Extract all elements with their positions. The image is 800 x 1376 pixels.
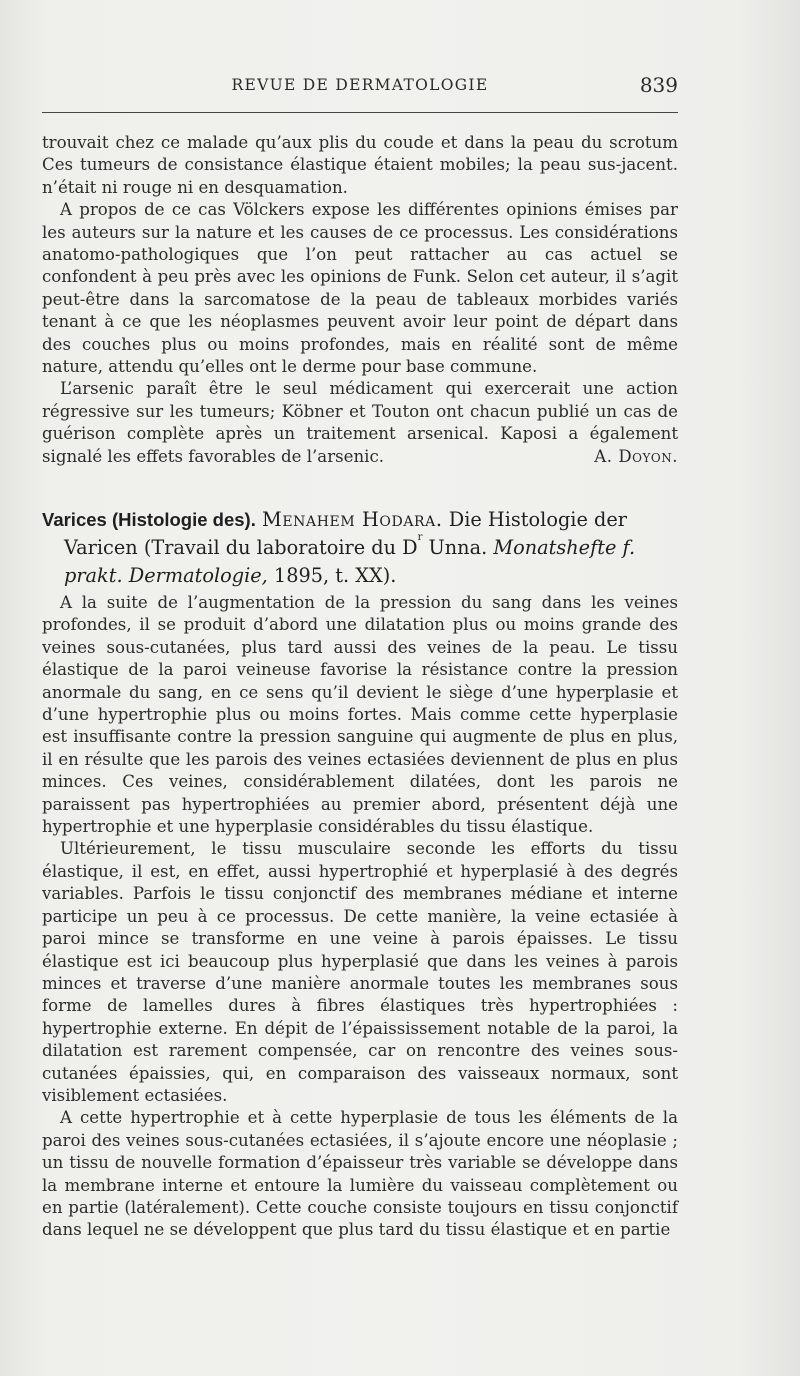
entry-source-prefix: (Travail du laboratoire du D bbox=[143, 536, 418, 559]
paragraph: A la suite de l’augmentation de la pression du sang dans les veines profondes, il se produit d’abord une dilatation plus ou moins grande des veines sous-cutanées, plus tard aussi des veines de la peau. Le tissu élastique de la paroi veineuse favorise la résistance contre la pression anormale du sang, en ce sens qu’il devient le siège d’une hyperplasie et d’une hypertrophie plus ou moins fortes. Mais comme cette hyperplasie est insuffisante contre la pression sanguine qui augmente de plus en plus, il en résulte que les parois des veines ectasiées deviennent de plus en plus minces. Ces veines, considérablement dilatées, dont les parois ne paraissent pas hypertrophiées au premier abord, présentent déjà une hypertrophie et une hyperplasie considérables du tissu élastique. bbox=[42, 593, 678, 837]
continued-review bbox=[42, 132, 678, 468]
paragraph: A propos de ce cas Völckers expose les différentes opinions émises par les auteurs sur la nature et les causes de ce processus. Les considérations anatomo-pathologiques que l’on peut rattacher au cas actuel se confondent à peu près avec les opinions de Funk. Selon cet auteur, il s’agit peut-être dans la sarcomatose de la peau de tableaux morbides variés tenant à ce que les néoplasmes peuvent avoir leur point de départ dans des couches plus ou moins profondes, mais en réalité sont de même nature, attendu qu’elles ont le derme pour base commune. bbox=[42, 200, 678, 377]
signature: A. Doyon. bbox=[594, 446, 678, 466]
entry-author: Menahem Hodara. bbox=[262, 508, 443, 531]
entry-title: Die Histologie der Varicen bbox=[64, 508, 627, 559]
entry-details: 1895, t. XX). bbox=[267, 564, 397, 587]
header-rule bbox=[42, 112, 678, 113]
entry-source-name: Unna. bbox=[422, 536, 494, 559]
paragraph bbox=[42, 378, 678, 468]
page-number: 839 bbox=[639, 73, 678, 97]
review-entry-heading bbox=[42, 506, 678, 590]
paragraph: A cette hypertrophie et à cette hyperplasie de tous les éléments de la paroi des veines sous-cutanées ectasiées, il s’ajoute encore une néoplasie ; un tissu de nouvelle formation d’épaisseur très variable se développe dans la membrane interne et entoure la lumière du vaisseau complètement ou en partie (latéralement). Cette couche consiste toujours en tissu conjonctif dans lequel ne se développent que plus tard du tissu élastique et en partie bbox=[42, 1108, 678, 1240]
paragraph-text: L’arsenic paraît être le seul médicament qui exercerait une action régressive sur les tumeurs; Köbner et Touton ont chacun publié un cas de guérison complète après un traitement arsenical. Kaposi a également signalé les effets favorables de l’arsenic. bbox=[42, 379, 678, 466]
paragraph: trouvait chez ce malade qu’aux plis du coude et dans la peau du scrotum Ces tumeurs de consistance élastique étaient mobiles; la peau sus-jacent. n’était ni rouge ni en desquamation. bbox=[42, 133, 678, 197]
entry-term: Varices (Histologie des). bbox=[42, 509, 256, 530]
running-title: REVUE DE DERMATOLOGIE bbox=[231, 76, 489, 94]
paragraph: Ultérieurement, le tissu musculaire seconde les efforts du tissu élastique, il est, en effet, aussi hypertrophié et hyperplasié à des degrés variables. Parfois le tissu conjonctif des membranes médiane et interne participe un peu à ce processus. De cette manière, la veine ectasiée à paroi mince se transforme en une veine à parois épaisses. Le tissu élastique est ici beaucoup plus hyperplasié que dans les veines à parois minces et traverse d’une manière anormale toutes les membranes sous forme de lamelles dures à fibres élastiques très hypertrophiées : hypertrophie externe. En dépit de l’épaississement notable de la paroi, la dilatation est rarement compensée, car on rencontre des veines sous-cutanées épaissies, qui, en comparaison des vaisseaux normaux, sont visiblement ectasiées. bbox=[42, 839, 678, 1105]
entry-journal: Monatshefte f. prakt. Dermatologie, bbox=[64, 536, 636, 587]
review-body bbox=[42, 592, 678, 1242]
entry-citation bbox=[42, 506, 678, 590]
entry-source-sup: r bbox=[417, 532, 423, 543]
page-header bbox=[42, 73, 678, 98]
